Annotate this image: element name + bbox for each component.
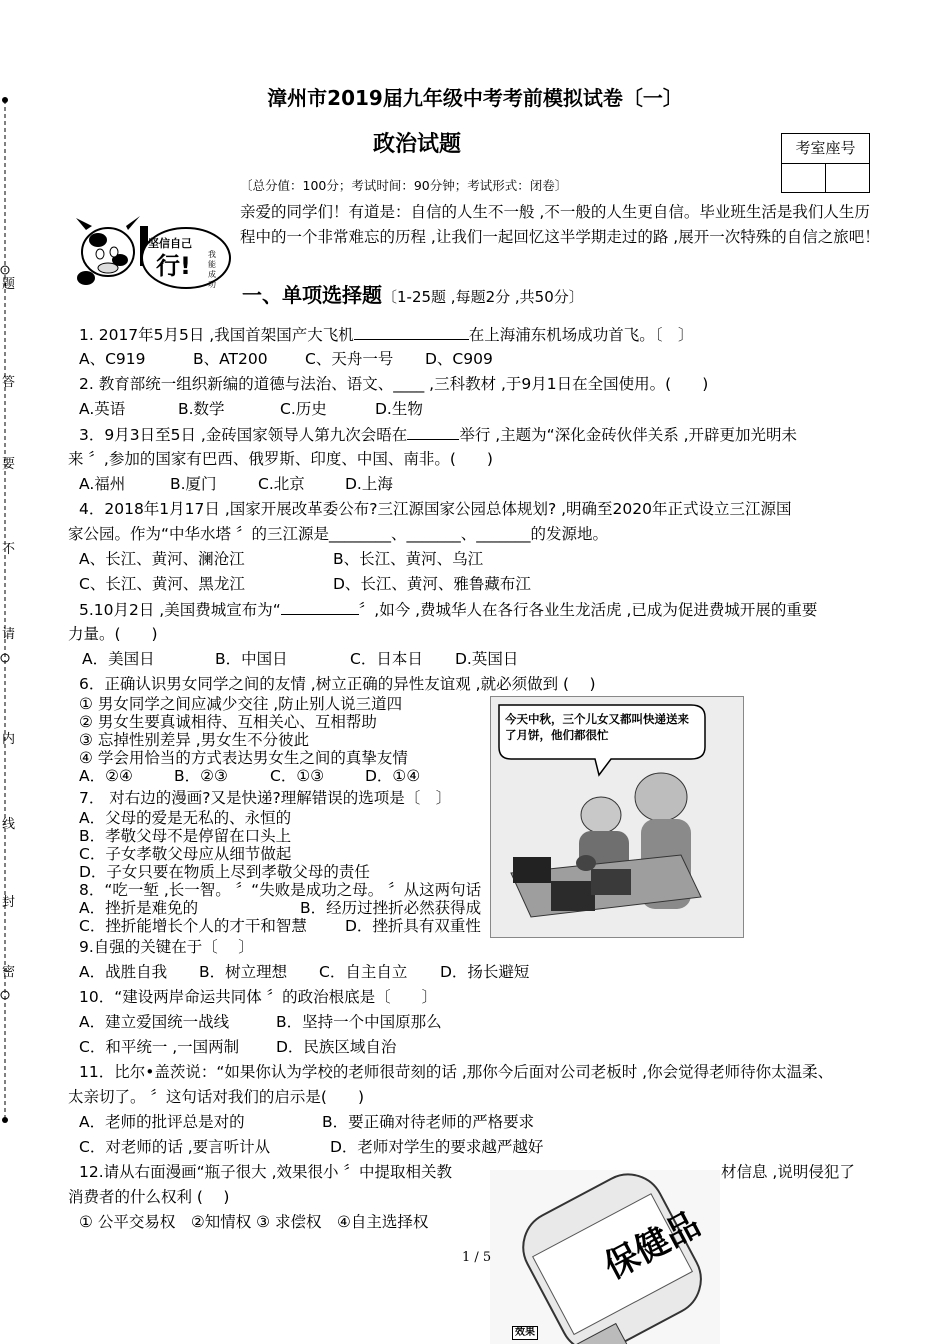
section-title-text: 一、单项选择题 <box>242 283 382 307</box>
mascot-sign-line1: 坚信自己 <box>148 237 192 250</box>
binding-char: 密 <box>2 965 16 980</box>
q6-item-3: ③ 忘掉性别差异 ,男女生不分彼此 <box>79 731 310 749</box>
binding-char: 封 <box>2 895 16 910</box>
q1-option-c[interactable]: C、天舟一号 <box>305 350 394 368</box>
question-12: 12.请从右面漫画“瓶子很大 ,效果很小 〞中提取相关教 <box>79 1163 452 1181</box>
seat-number-label: 考室座号 <box>782 134 869 164</box>
q2-option-b[interactable]: B.数学 <box>178 400 225 418</box>
section-note: 〔1-25题 ,每题2分 ,共50分〕 <box>382 288 584 306</box>
effect-tag: 效果 <box>512 1326 538 1340</box>
bottle-label: 保健品 <box>598 1204 707 1288</box>
q8-option-a[interactable]: A．挫折是难免的 <box>79 899 199 917</box>
q6-option-c[interactable]: C．①③ <box>270 767 325 785</box>
q3-option-a[interactable]: A.福州 <box>79 475 126 493</box>
q5-option-b[interactable]: B．中国日 <box>215 650 288 668</box>
q3-option-c[interactable]: C.北京 <box>258 475 305 493</box>
question-1 <box>79 324 694 345</box>
intro-paragraph: 亲爱的同学们！有道是：自信的人生不一般 ,不一般的人生更自信。毕业班生活是我们人生历程中的一个非常难忘的历程 ,让我们一起回忆这半学期走过的路 ,展开一次特殊的自信之旅吧！ <box>240 203 880 246</box>
question-5-cont: 力量。( ) <box>68 625 158 643</box>
q4-option-d[interactable]: D、长江、黄河、雅鲁藏布江 <box>333 575 531 593</box>
binding-char: 题 <box>2 277 16 292</box>
q9-option-b[interactable]: B．树立理想 <box>199 963 288 981</box>
q8-option-b[interactable]: B．经历过挫折必然获得成 <box>300 899 482 917</box>
q6-option-a[interactable]: A．②④ <box>79 767 133 785</box>
question-3 <box>79 424 797 445</box>
q9-option-d[interactable]: D．扬长避短 <box>440 963 530 981</box>
q7-option-c[interactable]: C．子女孝敬父母应从细节做起 <box>79 845 292 863</box>
q5-text-end: 〞,如今 ,费城华人在各行各业生龙活虎 ,已成为促进费城开展的重要 <box>358 601 818 619</box>
q5-option-d[interactable]: D.英国日 <box>455 650 519 668</box>
cartoon-caption: 今天中秋，三个儿女又都叫快递送来了月饼，他们都很忙 <box>505 712 689 742</box>
q3-option-b[interactable]: B.厦门 <box>170 475 217 493</box>
q1-option-d[interactable]: D、C909 <box>425 350 493 368</box>
answer-blank <box>407 424 459 440</box>
q3-option-d[interactable]: D.上海 <box>345 475 393 493</box>
exam-subtitle: 政治试题 <box>373 132 462 157</box>
question-11-cont: 太亲切了。 〞这句话对我们的启示是( ) <box>68 1088 365 1106</box>
q6-option-b[interactable]: B．②③ <box>174 767 228 785</box>
express-cartoon-image <box>490 696 744 938</box>
q6-option-d[interactable]: D．①④ <box>365 767 421 785</box>
question-7: 7． 对右边的漫画?又是快递?理解错误的选项是〔 〕 <box>79 789 452 807</box>
answer-blank <box>281 599 359 615</box>
q7-option-b[interactable]: B．孝敬父母不是停留在口头上 <box>79 827 292 845</box>
question-9: 9.自强的关键在于〔 〕 <box>79 938 254 956</box>
q11-option-c[interactable]: C．对老师的话 ,要言听计从 <box>79 1138 271 1156</box>
q1-option-a[interactable]: A、C919 <box>79 350 146 368</box>
q11-option-a[interactable]: A．老师的批评总是对的 <box>79 1113 245 1131</box>
section-title <box>242 285 584 307</box>
q7-option-d[interactable]: D．子女只要在物质上尽到孝敬父母的责任 <box>79 863 370 881</box>
q12-rights-list: ① 公平交易权 ②知情权 ③ 求偿权 ④自主选择权 <box>79 1213 429 1231</box>
q10-option-d[interactable]: D．民族区域自治 <box>276 1038 397 1056</box>
question-12-end: 材信息 ,说明侵犯了 <box>721 1163 855 1181</box>
exam-title: 漳州市2019届九年级中考考前模拟试卷〔一〕 <box>267 86 683 110</box>
q3-text-end: 举行 ,主题为“深化金砖伙伴关系 ,开辟更加光明未 <box>459 426 798 444</box>
binding-char: 不 <box>2 542 16 557</box>
q10-option-a[interactable]: A．建立爱国统一战线 <box>79 1013 230 1031</box>
mascot-image <box>68 200 236 292</box>
seat-number-cell[interactable] <box>782 164 826 192</box>
q3-text: 3．9月3日至5日 ,金砖国家领导人第九次会晤在 <box>79 426 408 444</box>
mascot-sign-small: 我能成功 <box>208 250 216 289</box>
page-number: 1 / 5 <box>462 1250 492 1265</box>
q1-option-b[interactable]: B、AT200 <box>193 350 268 368</box>
q6-item-4: ④ 学会用恰当的方式表达男女生之间的真挚友情 <box>79 749 408 767</box>
binding-char: 要 <box>2 457 16 472</box>
health-product-cartoon-image <box>490 1170 720 1344</box>
question-2: 2. 教育部统一组织新编的道德与法治、语文、____ ,三科教材 ,于9月1日在全国使用。( ) <box>79 375 709 393</box>
binding-char: 线 <box>2 817 16 832</box>
seat-number-cell[interactable] <box>826 164 869 192</box>
q6-item-2: ② 男女生要真诚相待、互相关心、互相帮助 <box>79 713 377 731</box>
q5-option-c[interactable]: C．日本日 <box>350 650 423 668</box>
exam-info: 〔总分值：100分；考试时间：90分钟；考试形式：闭卷〕 <box>240 178 568 193</box>
q2-option-d[interactable]: D.生物 <box>375 400 423 418</box>
mascot-sign-line2: 行! <box>156 252 191 280</box>
question-8: 8．“吃一堑 ,长一智。 〞“失败是成功之母。 〞从这两句话 <box>79 881 482 899</box>
q10-option-b[interactable]: B．坚持一个中国原那么 <box>276 1013 442 1031</box>
q9-option-a[interactable]: A．战胜自我 <box>79 963 168 981</box>
q4-option-c[interactable]: C、长江、黄河、黑龙江 <box>79 575 245 593</box>
question-4: 4．2018年1月17日 ,国家开展改革委公布?三江源国家公园总体规划? ,明确至2020年正式设立三江源国 <box>79 500 792 518</box>
q5-option-a[interactable]: A．美国日 <box>82 650 155 668</box>
q4-option-a[interactable]: A、长江、黄河、澜沧江 <box>79 550 245 568</box>
question-6: 6．正确认识男女同学之间的友情 ,树立正确的异性友谊观 ,就必须做到 ( ) <box>79 675 596 693</box>
question-11: 11．比尔•盖茨说：“如果你认为学校的老师很苛刻的话 ,那你今后面对公司老板时 ,你会觉得老师待你太温柔、 <box>79 1063 834 1081</box>
q2-option-c[interactable]: C.历史 <box>280 400 327 418</box>
q9-option-c[interactable]: C．自主自立 <box>319 963 408 981</box>
q8-option-d[interactable]: D．挫折具有双重性 <box>345 917 481 935</box>
q11-option-d[interactable]: D．老师对学生的要求越严越好 <box>330 1138 544 1156</box>
q5-text: 5.10月2日 ,美国费城宣布为“ <box>79 601 281 619</box>
q8-option-c[interactable]: C．挫折能增长个人的才干和智慧 <box>79 917 307 935</box>
q4-option-b[interactable]: B、长江、黄河、乌江 <box>333 550 484 568</box>
binding-char: 答 <box>2 375 16 390</box>
q10-option-c[interactable]: C．和平统一 ,一国两制 <box>79 1038 240 1056</box>
seat-number-box <box>781 133 870 193</box>
question-3-cont: 来 〞,参加的国家有巴西、俄罗斯、印度、中国、南非。( ) <box>68 450 493 468</box>
binding-char: 内 <box>2 732 16 747</box>
question-4-cont: 家公园。作为“中华水塔 〞的三江源是________、_______、_______的发源地。 <box>68 525 608 543</box>
q6-item-1: ① 男女同学之间应减少交往 ,防止别人说三道四 <box>79 695 403 713</box>
q7-option-a[interactable]: A．父母的爱是无私的、永恒的 <box>79 809 292 827</box>
binding-char: 请 <box>2 627 16 642</box>
q11-option-b[interactable]: B．要正确对待老师的严格要求 <box>322 1113 535 1131</box>
question-12-cont: 消费者的什么权利 ( ) <box>68 1188 230 1206</box>
answer-blank <box>354 324 469 340</box>
q1-text-end: 在上海浦东机场成功首飞。〔 〕 <box>468 326 694 344</box>
q2-option-a[interactable]: A.英语 <box>79 400 126 418</box>
question-10: 10．“建设两岸命运共同体 〞的政治根底是〔 〕 <box>79 988 438 1006</box>
question-5 <box>79 599 817 620</box>
q1-text: 1. 2017年5月5日 ,我国首架国产大飞机 <box>79 326 354 344</box>
